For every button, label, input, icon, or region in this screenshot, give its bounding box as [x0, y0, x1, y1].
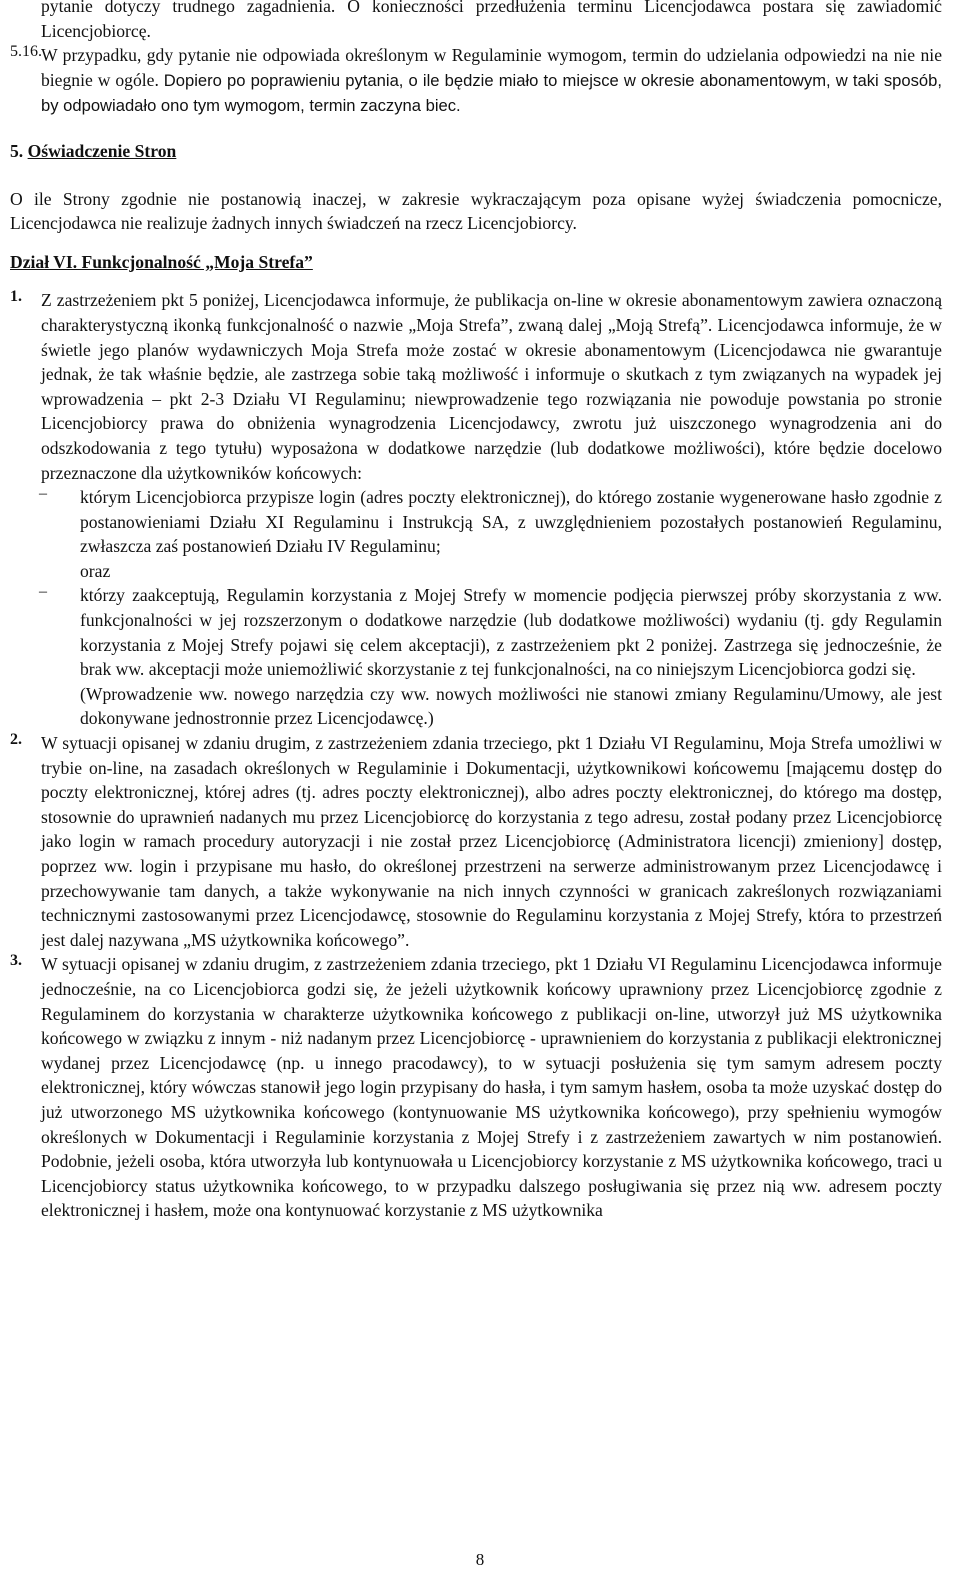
clause-number: 5.16.: [10, 43, 42, 61]
clause-5-16-text-a: W przypadku, gdy pytanie nie odpowiada określonym w Regulaminie wymogom, termin do udzielania odpowiedzi na nie nie biegnie w ogóle.: [41, 45, 942, 90]
section-5-number: 5.: [10, 140, 24, 161]
point-1-note: (Wprowadzenie ww. nowego narzędzia czy ww. nowych możliwości nie stanowi zmiany Regulaminu/Umowy, ale jest dokonywane jednostronnie przez Licencjodawcę.): [80, 683, 942, 729]
clause-5-16: [10, 43, 942, 119]
point-1-text: Z zastrzeżeniem pkt 5 poniżej, Licencjodawca informuje, że publikacja on-line w okresie abonamentowym zawiera oznaczoną charakterystyczną ikonką funkcjonalność o nazwie „Moja Strefa”, zwaną dalej „Moją Strefą”. Licencjodawca informuje, że w świetle jego planów wydawniczych Moja Strefa może zostać w okresie abonamentowym (Licencjodawca nie gwarantuje jednak, że tak właśnie będzie, ale zastrzega sobie taką możliwość i informuje o skutkach z tym związanych na wypadek jej wprowadzenia – pkt 2-3 Działu VI Regulaminu; niewprowadzenie tego rozwiązania nie powoduje powstania po stronie Licencjobiorcy prawa do obniżenia wynagrodzenia Licencjodawcy, zwrotu już uiszczonego wynagrodzenia ani do odszkodowania z tego tytułu) wyposażona w dodatkowe narzędzie (lub dodatkowe możliwości), które będzie docelowo przeznaczone dla użytkowników końcowych:: [41, 290, 942, 483]
point-2-text: W sytuacji opisanej w zdaniu drugim, z zastrzeżeniem zdania trzeciego, pkt 1 Działu VI Regulaminu, Moja Strefa umożliwi w trybie on-line, na zasadach określonych w Regulaminie i Dokumentacji, użytkownikowi końcowemu [mającemu dostęp do poczty elektronicznej, której adres (tj. adres poczty elektronicznej), albo adres poczty elektronicznej, do którego ma dostęp, stosownie do uprawnień nadanych mu przez Licencjobiorcę do korzystania z tego adresu, został podany przez Licencjobiorcę jako login w ramach procedury autoryzacji i nie został przez Licencjobiorcę (Administratora licencji) zmieniony] dostęp, poprzez ww. login i przypisane mu hasło, do określonej przestrzeni na serwerze administrowanym przez Licencjodawcę i przechowywanie tam danych, a także wykonywanie na nich innych czynności w granicach zakreślonych rozwiązaniami technicznymi zastosowanymi przez Licencjodawcę, stosownie do Regulaminu korzystania z Mojej Strefy, która to przestrzeń jest dalej nazywana „MS użytkownika końcowego”.: [41, 733, 942, 950]
point-3: [10, 952, 942, 1223]
point-1-number: 1.: [10, 288, 22, 306]
point-2-number: 2.: [10, 731, 22, 749]
point-1-dash-1-text: którym Licencjobiorca przypisze login (adres poczty elektronicznej), do którego zostanie wygenerowane hasło zgodnie z postanowieniami Działu XI Regulaminu i Instrukcją SA, z uwzględnieniem pozostałych postanowień Regulaminu, zwłaszcza zaś postanowień Działu IV Regulaminu;: [80, 487, 942, 557]
dash-marker: –: [39, 583, 47, 601]
section-5-heading: [10, 139, 942, 164]
division-vi-heading: Dział VI. Funkcjonalność „Moja Strefa”: [10, 251, 313, 272]
point-1-dash-item-1: [10, 485, 942, 559]
top-fragment: pytanie dotyczy trudnego zagadnienia. O konieczności przedłużenia terminu Licencjodawca postara się zawiadomić Licencjobiorcę.: [41, 0, 942, 41]
point-1-dash-item-2: [10, 583, 942, 681]
dash-marker: –: [39, 485, 47, 503]
point-3-number: 3.: [10, 952, 22, 970]
section-5-body: O ile Strony zgodnie nie postanowią inaczej, w zakresie wykraczającym poza opisane wyżej świadczenia pomocnicze, Licencjodawca nie realizuje żadnych innych świadczeń na rzecz Licencjobiorcy.: [10, 188, 942, 234]
point-1-oraz: oraz: [80, 560, 111, 581]
section-5-title: Oświadczenie Stron: [27, 140, 177, 161]
point-2: [10, 731, 942, 952]
point-3-text: W sytuacji opisanej w zdaniu drugim, z zastrzeżeniem zdania trzeciego, pkt 1 Działu VI Regulaminu Licencjodawca informuje jednocześnie, na co Licencjobiorca godzi się, że jeżeli użytkownik końcowy uprawniony przez Licencjobiorcę zgodnie z Regulaminem do korzystania w charakterze użytkownika końcowego z publikacji on-line, utworzył już MS użytkownika końcowego w związku z innym - niż nadanym przez Licencjobiorcę - uprawnieniem do korzystania z publikacji elektronicznej wydanej przez Licencjodawcę (np. u innego pracodawcy), to w sytuacji posłużenia się tym samym adresem poczty elektronicznej, który wówczas stanowił jego login przypisany do hasła, i tym samym hasłem, osoba ta może uzyskać dostęp do już utworzonego MS użytkownika końcowego (kontynuowanie MS użytkownika końcowego), przy spełnieniu wymogów określonych w Dokumentacji i Regulaminie korzystania z Mojej Strefy i z zastrzeżeniem zawartych w nim postanowień. Podobnie, jeżeli osoba, która utworzyła lub kontynuowała u Licencjobiorcy korzystanie z MS użytkownika końcowego, traci u Licencjobiorcy status użytkownika końcowego, to w przypadku dalszego posługiwania się przez nią ww. adresem poczty elektronicznej i hasłem, może ona kontynuować korzystanie z MS użytkownika: [41, 954, 942, 1221]
point-1-dash-2-text: którzy zaakceptują, Regulamin korzystania z Mojej Strefy w momencie podjęcia pierwszej próby skorzystania z ww. funkcjonalności w jej rozszerzonym o dodatkowe narzędzie (lub dodatkowe możliwości) wydaniu (tj. gdy Regulamin korzystania z Mojej Strefy pojawi się celem akceptacji), z zastrzeżeniem pkt 2 poniżej. Zastrzega się jednocześnie, że brak ww. akceptacji może uniemożliwić skorzystanie z tej funkcjonalności, na co niniejszym Licencjobiorca godzi się.: [80, 585, 942, 680]
point-1: [10, 288, 942, 485]
document-page: [10, 0, 942, 1223]
clause-5-16-text-b: Dopiero po poprawieniu pytania, o ile będzie miało to miejsce w okresie abonamentowym, w taki sposób, by odpowiadało ono tym wymogom, termin zaczyna biec.: [41, 70, 942, 116]
clause-5-16-text: [41, 43, 942, 119]
page-number: 8: [475, 1550, 485, 1569]
